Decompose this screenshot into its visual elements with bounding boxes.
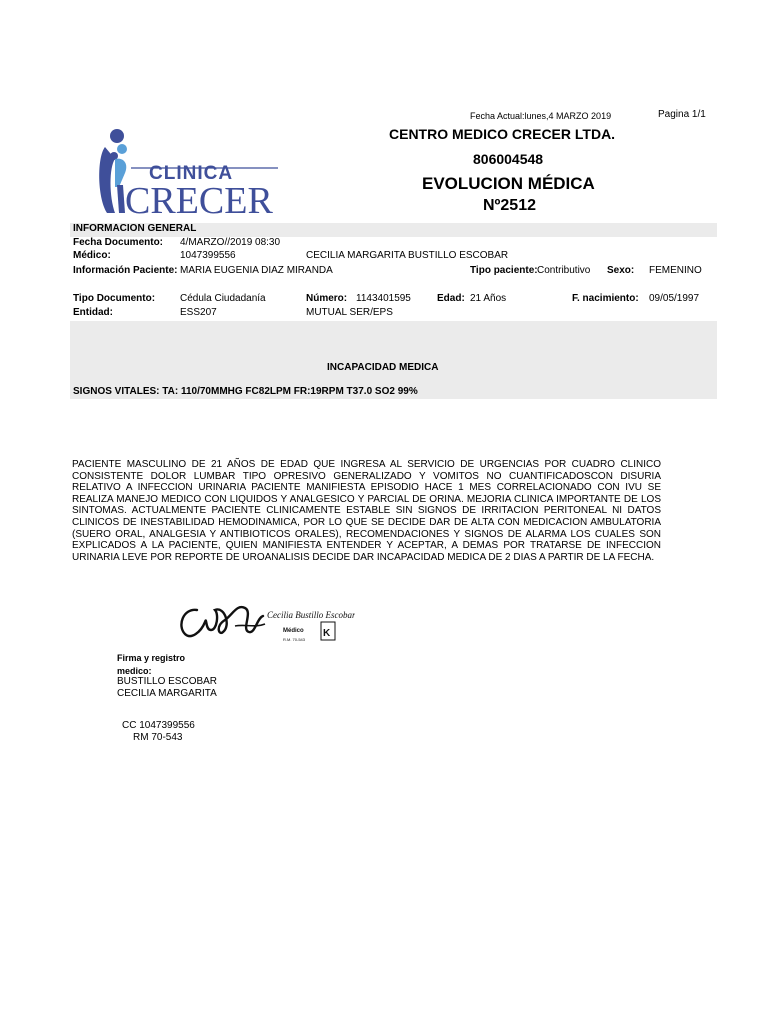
info-section-title: INFORMACION GENERAL bbox=[73, 223, 197, 234]
institution-nit: 806004548 bbox=[473, 151, 544, 167]
logo-text-crecer: CRECER bbox=[125, 180, 273, 219]
numero-value: 1143401595 bbox=[356, 293, 411, 304]
firma-apellidos: BUSTILLO ESCOBAR bbox=[117, 676, 218, 687]
firma-cc: CC 1047399556 bbox=[122, 720, 195, 731]
svg-text:Médico: Médico bbox=[283, 628, 304, 634]
edad-label: Edad: bbox=[437, 293, 465, 304]
medico-label: Médico: bbox=[73, 250, 111, 261]
firma-medico-label: medico: bbox=[117, 666, 152, 676]
numero-label: Número: bbox=[306, 293, 348, 304]
info-paciente-label: Información Paciente: bbox=[73, 265, 178, 276]
edad-value: 21 Años bbox=[470, 293, 507, 304]
clinica-crecer-logo bbox=[95, 127, 290, 219]
page-indicator: Pagina 1/1 bbox=[658, 109, 706, 120]
entidad-codigo: ESS207 bbox=[180, 307, 217, 318]
f-nacimiento-label: F. nacimiento: bbox=[572, 293, 639, 304]
f-nacimiento-value: 09/05/1997 bbox=[649, 293, 700, 304]
signos-vitales: SIGNOS VITALES: TA: 110/70MMHG FC82LPM FR:19RPM T37.0 SO2 99% bbox=[73, 386, 418, 397]
entidad-label: Entidad: bbox=[73, 307, 113, 318]
evolution-narrative: PACIENTE MASCULINO DE 21 AÑOS DE EDAD QUE INGRESA AL SERVICIO DE URGENCIAS POR CUADRO CLINICO CONSISTENTE DOLOR LUMBAR TIPO OPRESIVO GENERALIZADO Y VOMITOS NO CUANTIFICADOSCON DISURIA RELATIVO A INFECCION URINARIA PACIENTE MANIFIESTA EPISODIO HACE 1 MES CORRELACIONADO CON IVU SE REALIZA MANEJO MEDICO CON LIQUIDOS Y ANALGESICO Y PARCIAL DE ORINA. MEJORIA CLINICA IMPORTANTE DE LOS SINTOMAS. ACTUALMENTE PACIENTE CLINICAMENTE ESTABLE SIN SIGNOS DE IRRITACION PERITONEAL NI DATOS CLINICOS DE INESTABILIDAD HEMODINAMICA, POR LO QUE SE DECIDE DAR DE ALTA CON MEDICACION AMBULATORIA (SUERO ORAL, ANALGESIA Y ANTIBIOTICOS ORALES), RECOMENDACIONES Y SIGNOS DE ALARMA LOS CUALES SON EXPLICADOS A LA PACIENTE, QUIEN MANIFIESTA ENTENDER Y ACEPTAR, A DEMAS POR TRATARSE DE INFECCION URINARIA LEVE POR REPORTE DE UROANALISIS DECIDE DAR INCAPACIDAD MEDICA DE 2 DIAS A PARTIR DE LA FECHA. bbox=[72, 459, 661, 563]
firma-registro-label: Firma y registro bbox=[117, 653, 186, 663]
medico-name: CECILIA MARGARITA BUSTILLO ESCOBAR bbox=[306, 250, 509, 261]
sexo-label: Sexo: bbox=[607, 265, 635, 276]
logo-graphic bbox=[95, 127, 290, 219]
tipo-documento-value: Cédula Ciudadanía bbox=[180, 293, 266, 304]
fecha-actual: Fecha Actual:lunes,4 MARZO 2019 bbox=[470, 111, 612, 121]
tipo-documento-label: Tipo Documento: bbox=[73, 293, 156, 304]
incapacidad-title: INCAPACIDAD MEDICA bbox=[327, 362, 439, 373]
svg-text:K: K bbox=[323, 628, 331, 639]
institution-name: CENTRO MEDICO CRECER LTDA. bbox=[389, 126, 616, 142]
firma-nombres: CECILIA MARGARITA bbox=[117, 688, 217, 699]
tipo-paciente-label: Tipo paciente: bbox=[470, 265, 538, 276]
fecha-documento-label: Fecha Documento: bbox=[73, 237, 164, 248]
logo-text-clinica: CLINICA bbox=[149, 163, 234, 184]
tipo-paciente-value: Contributivo bbox=[537, 265, 591, 276]
document-title: EVOLUCION MÉDICA bbox=[422, 174, 595, 193]
signature-graphic bbox=[175, 596, 355, 651]
entidad-nombre: MUTUAL SER/EPS bbox=[306, 307, 393, 318]
firma-rm: RM 70-543 bbox=[133, 732, 183, 743]
document-number: Nº2512 bbox=[483, 197, 536, 214]
medico-id: 1047399556 bbox=[180, 250, 236, 261]
svg-text:R.M. 70-543: R.M. 70-543 bbox=[283, 637, 306, 642]
svg-text:Cecilia Bustillo Escobar: Cecilia Bustillo Escobar bbox=[267, 610, 355, 620]
fecha-documento-value: 4/MARZO//2019 08:30 bbox=[180, 237, 281, 248]
paciente-name: MARIA EUGENIA DIAZ MIRANDA bbox=[180, 265, 333, 276]
sexo-value: FEMENINO bbox=[649, 265, 702, 276]
handwritten-signature bbox=[175, 596, 355, 651]
